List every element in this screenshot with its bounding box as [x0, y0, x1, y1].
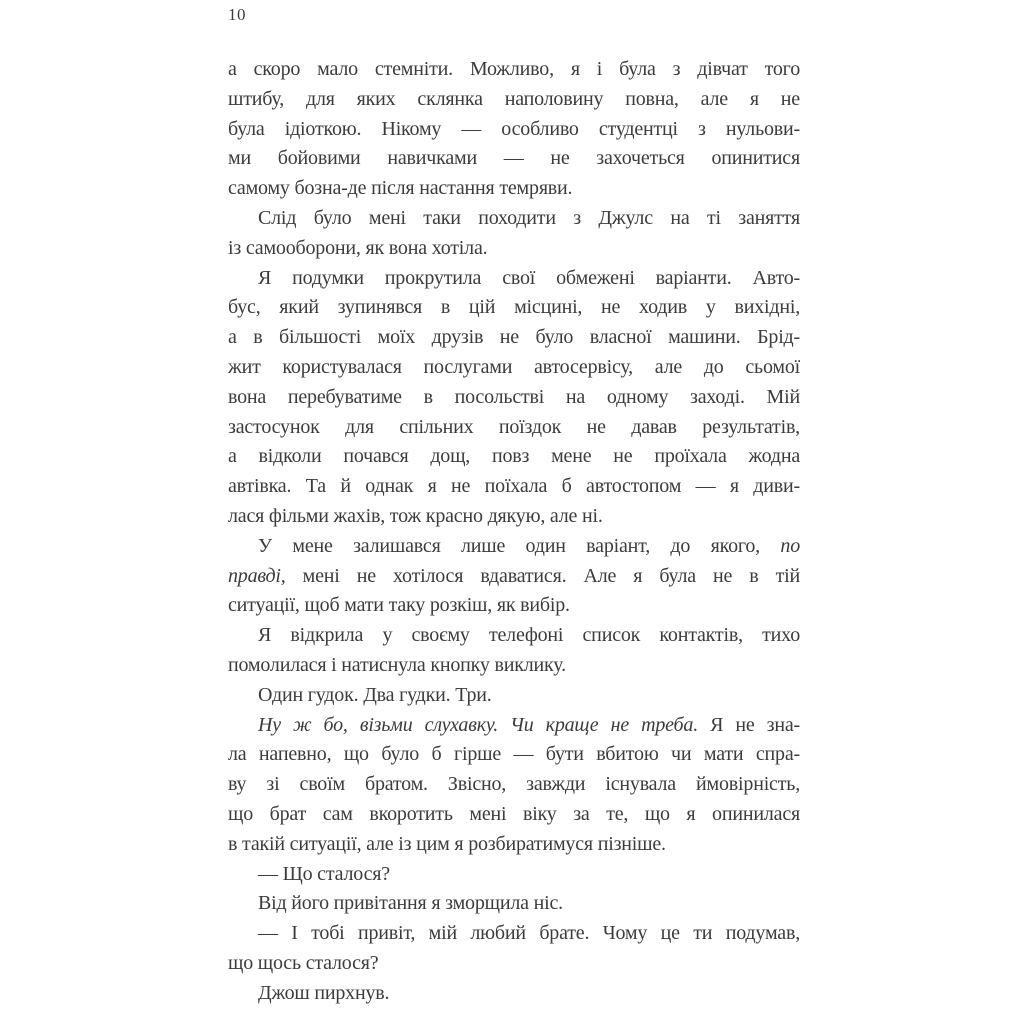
text-line: [228, 323, 800, 353]
text-run: із самооборони, як вона хотіла.: [228, 236, 488, 259]
text-run: була ідіоткою. Нікому — особливо студентці з нульови-: [228, 117, 800, 140]
text-line: [228, 860, 800, 890]
text-run: ситуації, щоб мати таку розкіш, як вибір.: [228, 594, 570, 617]
text-run: Джош пирхнув.: [258, 981, 390, 1004]
text-line: [228, 174, 800, 204]
text-run: мені не хотілося вдаватися. Але я була не в тій: [285, 564, 800, 587]
text-run: ву зі своїм братом. Звісно, завжди існувала ймовірність,: [228, 773, 800, 796]
text-line: [228, 919, 800, 949]
text-line: [228, 830, 800, 860]
text-line: [228, 800, 800, 830]
text-run: Я подумки прокрутила свої обмежені варіанти. Авто-: [258, 266, 800, 289]
text-line: [228, 234, 800, 264]
text-run: помолилася і натиснула кнопку виклику.: [228, 653, 566, 676]
text-run: Я відкрила у своєму телефоні список контактів, тихо: [258, 624, 800, 647]
page-number: 10: [228, 5, 246, 24]
text-run: Один гудок. Два гудки. Три.: [258, 683, 492, 706]
text-run: застосунок для спільних поїздок не давав результатів,: [228, 415, 800, 438]
text-run: що брат сам вкоротить мені віку за те, що я опинилася: [228, 802, 800, 825]
text-run: Від його привітання я зморщила ніс.: [258, 892, 563, 915]
text-run: У мене залишався лише один варіант, до якого,: [258, 534, 781, 557]
text-line: [228, 264, 800, 294]
text-run: штибу, для яких склянка наполовину повна, але я не: [228, 87, 800, 110]
text-run: вона перебуватиме в посольстві на одному заході. Мій: [228, 385, 800, 408]
text-line: [228, 502, 800, 532]
text-line: [228, 979, 800, 1009]
text-run: в такій ситуації, але із цим я розбиратимуся пізніше.: [228, 832, 666, 855]
text-line: [228, 353, 800, 383]
text-line: [228, 85, 800, 115]
text-line: [228, 591, 800, 621]
italic-text-run: правді,: [228, 564, 286, 587]
text-line: [228, 55, 800, 85]
text-line: [228, 383, 800, 413]
text-run: що щось сталося?: [228, 951, 379, 974]
text-line: [228, 115, 800, 145]
text-line: [228, 472, 800, 502]
text-line: [228, 651, 800, 681]
text-line: [228, 949, 800, 979]
text-run: жит користувалася послугами автосервісу, але до сьомої: [228, 355, 800, 378]
text-line: [228, 621, 800, 651]
text-line: [228, 889, 800, 919]
text-run: — І тобі привіт, мій любий брате. Чому це ти подумав,: [258, 922, 800, 945]
text-line: [228, 144, 800, 174]
text-block: [228, 55, 800, 1009]
text-line: [228, 711, 800, 741]
text-line: [228, 204, 800, 234]
text-run: Я не зна-: [698, 713, 800, 736]
text-run: бус, який зупинявся в цій місцині, не ходив у вихідні,: [228, 296, 800, 319]
text-line: [228, 562, 800, 592]
text-run: ми бойовими навичками — не захочеться опинитися: [228, 147, 800, 170]
italic-text-run: по: [780, 534, 800, 557]
text-line: [228, 442, 800, 472]
text-run: ла напевно, що було б гірше — бути вбитою чи мати спра-: [228, 743, 800, 766]
text-run: самому бозна-де після настання темряви.: [228, 177, 573, 200]
text-line: [228, 770, 800, 800]
text-line: [228, 740, 800, 770]
text-line: [228, 293, 800, 323]
text-line: [228, 532, 800, 562]
text-run: а відколи почався дощ, повз мене не проїхала жодна: [228, 445, 800, 468]
text-run: — Що сталося?: [258, 862, 390, 885]
text-line: [228, 681, 800, 711]
text-run: автівка. Та й однак я не поїхала б автостопом — я диви-: [228, 475, 800, 498]
text-run: лася фільми жахів, тож красно дякую, але ні.: [228, 504, 603, 527]
text-line: [228, 413, 800, 443]
italic-text-run: Ну ж бо, візьми слухавку. Чи краще не треба.: [258, 713, 699, 736]
text-run: а скоро мало стемніти. Можливо, я і була з дівчат того: [228, 58, 800, 80]
text-run: Слід було мені таки походити з Джулс на ті заняття: [258, 206, 800, 229]
text-run: а в більшості моїх друзів не було власної машини. Брід-: [228, 326, 800, 349]
